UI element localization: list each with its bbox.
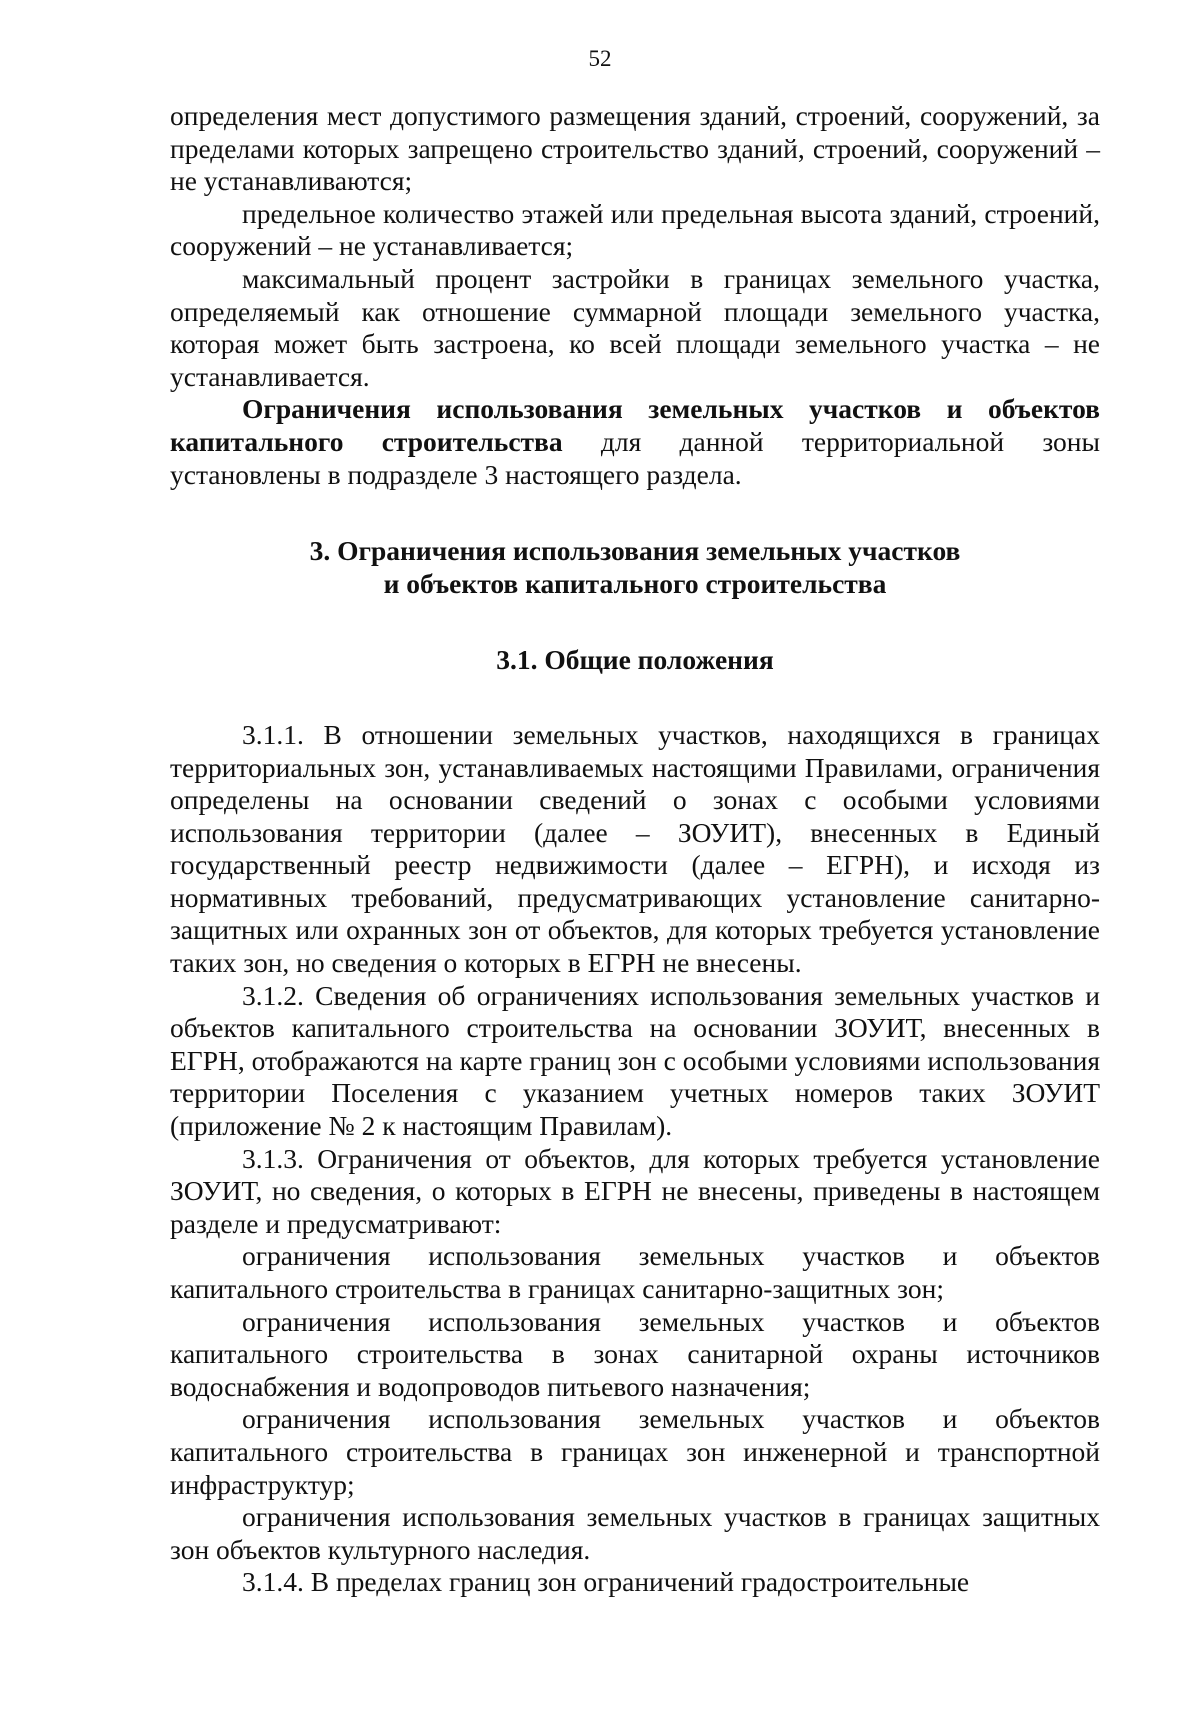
restrictions-note-rest: для данной территориальной зоны установлены в подразделе 3 настоящего раздела. — [170, 425, 1100, 490]
list-item-sanitary-zones: ограничения использования земельных участков и объектов капитального строительства в границах санитарно-защитных зон; — [170, 1240, 1100, 1304]
page-number: 52 — [588, 46, 612, 71]
document-body — [170, 100, 1100, 1599]
paragraph-3-1-3: 3.1.3. Ограничения от объектов, для которых требуется установление ЗОУИТ, но сведения, о которых в ЕГРН не внесены, приведены в настоящем разделе и предусматривают: — [170, 1142, 1100, 1239]
list-item-heritage: ограничения использования земельных участков в границах защитных зон объектов культурного наследия. — [170, 1501, 1100, 1565]
section-heading-line2: и объектов капитального строительства — [383, 567, 887, 599]
section-heading-line1: 3. Ограничения использования земельных участков — [309, 535, 961, 567]
paragraph-3-1-2: 3.1.2. Сведения об ограничениях использования земельных участков и объектов капитального строительства на основании ЗОУИТ, внесенных в ЕГРН, отображаются на карте границ зон с особыми условиями использования территории Поселения с указанием учетных номеров таких ЗОУИТ (приложение № 2 к настоящим Правилам). — [170, 979, 1100, 1142]
paragraph-3-1-4: 3.1.4. В пределах границ зон ограничений градостроительные — [242, 1566, 970, 1598]
restrictions-note-bold: Ограничения использования земельных участков и объектов капитального строительства — [170, 393, 1100, 457]
list-item-infrastructure: ограничения использования земельных участков и объектов капитального строительства в границах зон инженерной и транспортной инфраструктур; — [170, 1403, 1100, 1500]
paragraph-3-1-1: 3.1.1. В отношении земельных участков, находящихся в границах территориальных зон, устанавливаемых настоящими Правилами, ограничения определены на основании сведений о зонах с особыми условиями использования территории (далее – ЗОУИТ), внесенных в Единый государственный реестр недвижимости (далее – ЕГРН), и исходя из нормативных требований, предусматривающих установление санитарно-защитных или охранных зон от объектов, для которых требуется установление таких зон, но сведения о которых в ЕГРН не внесены. — [170, 718, 1100, 979]
list-item-water-protection: ограничения использования земельных участков и объектов капитального строительства в зонах санитарной охраны источников водоснабжения и водопроводов питьевого назначения; — [170, 1305, 1100, 1402]
paragraph-restrictions-note — [170, 393, 1100, 491]
paragraph-build-percent: максимальный процент застройки в границах земельного участка, определяемый как отношение суммарной площади земельного участка, которая может быть застроена, ко всей площади земельного участка – не устанавливается. — [170, 262, 1100, 392]
subsection-heading: 3.1. Общие положения — [496, 644, 774, 676]
paragraph-floors: предельное количество этажей или предельная высота зданий, строений, сооружений – не устанавливается; — [170, 197, 1100, 262]
section-heading — [170, 535, 1100, 600]
paragraph-continuation: определения мест допустимого размещения зданий, строений, сооружений, за пределами которых запрещено строительство зданий, строений, сооружений – не устанавливаются; — [170, 100, 1100, 197]
